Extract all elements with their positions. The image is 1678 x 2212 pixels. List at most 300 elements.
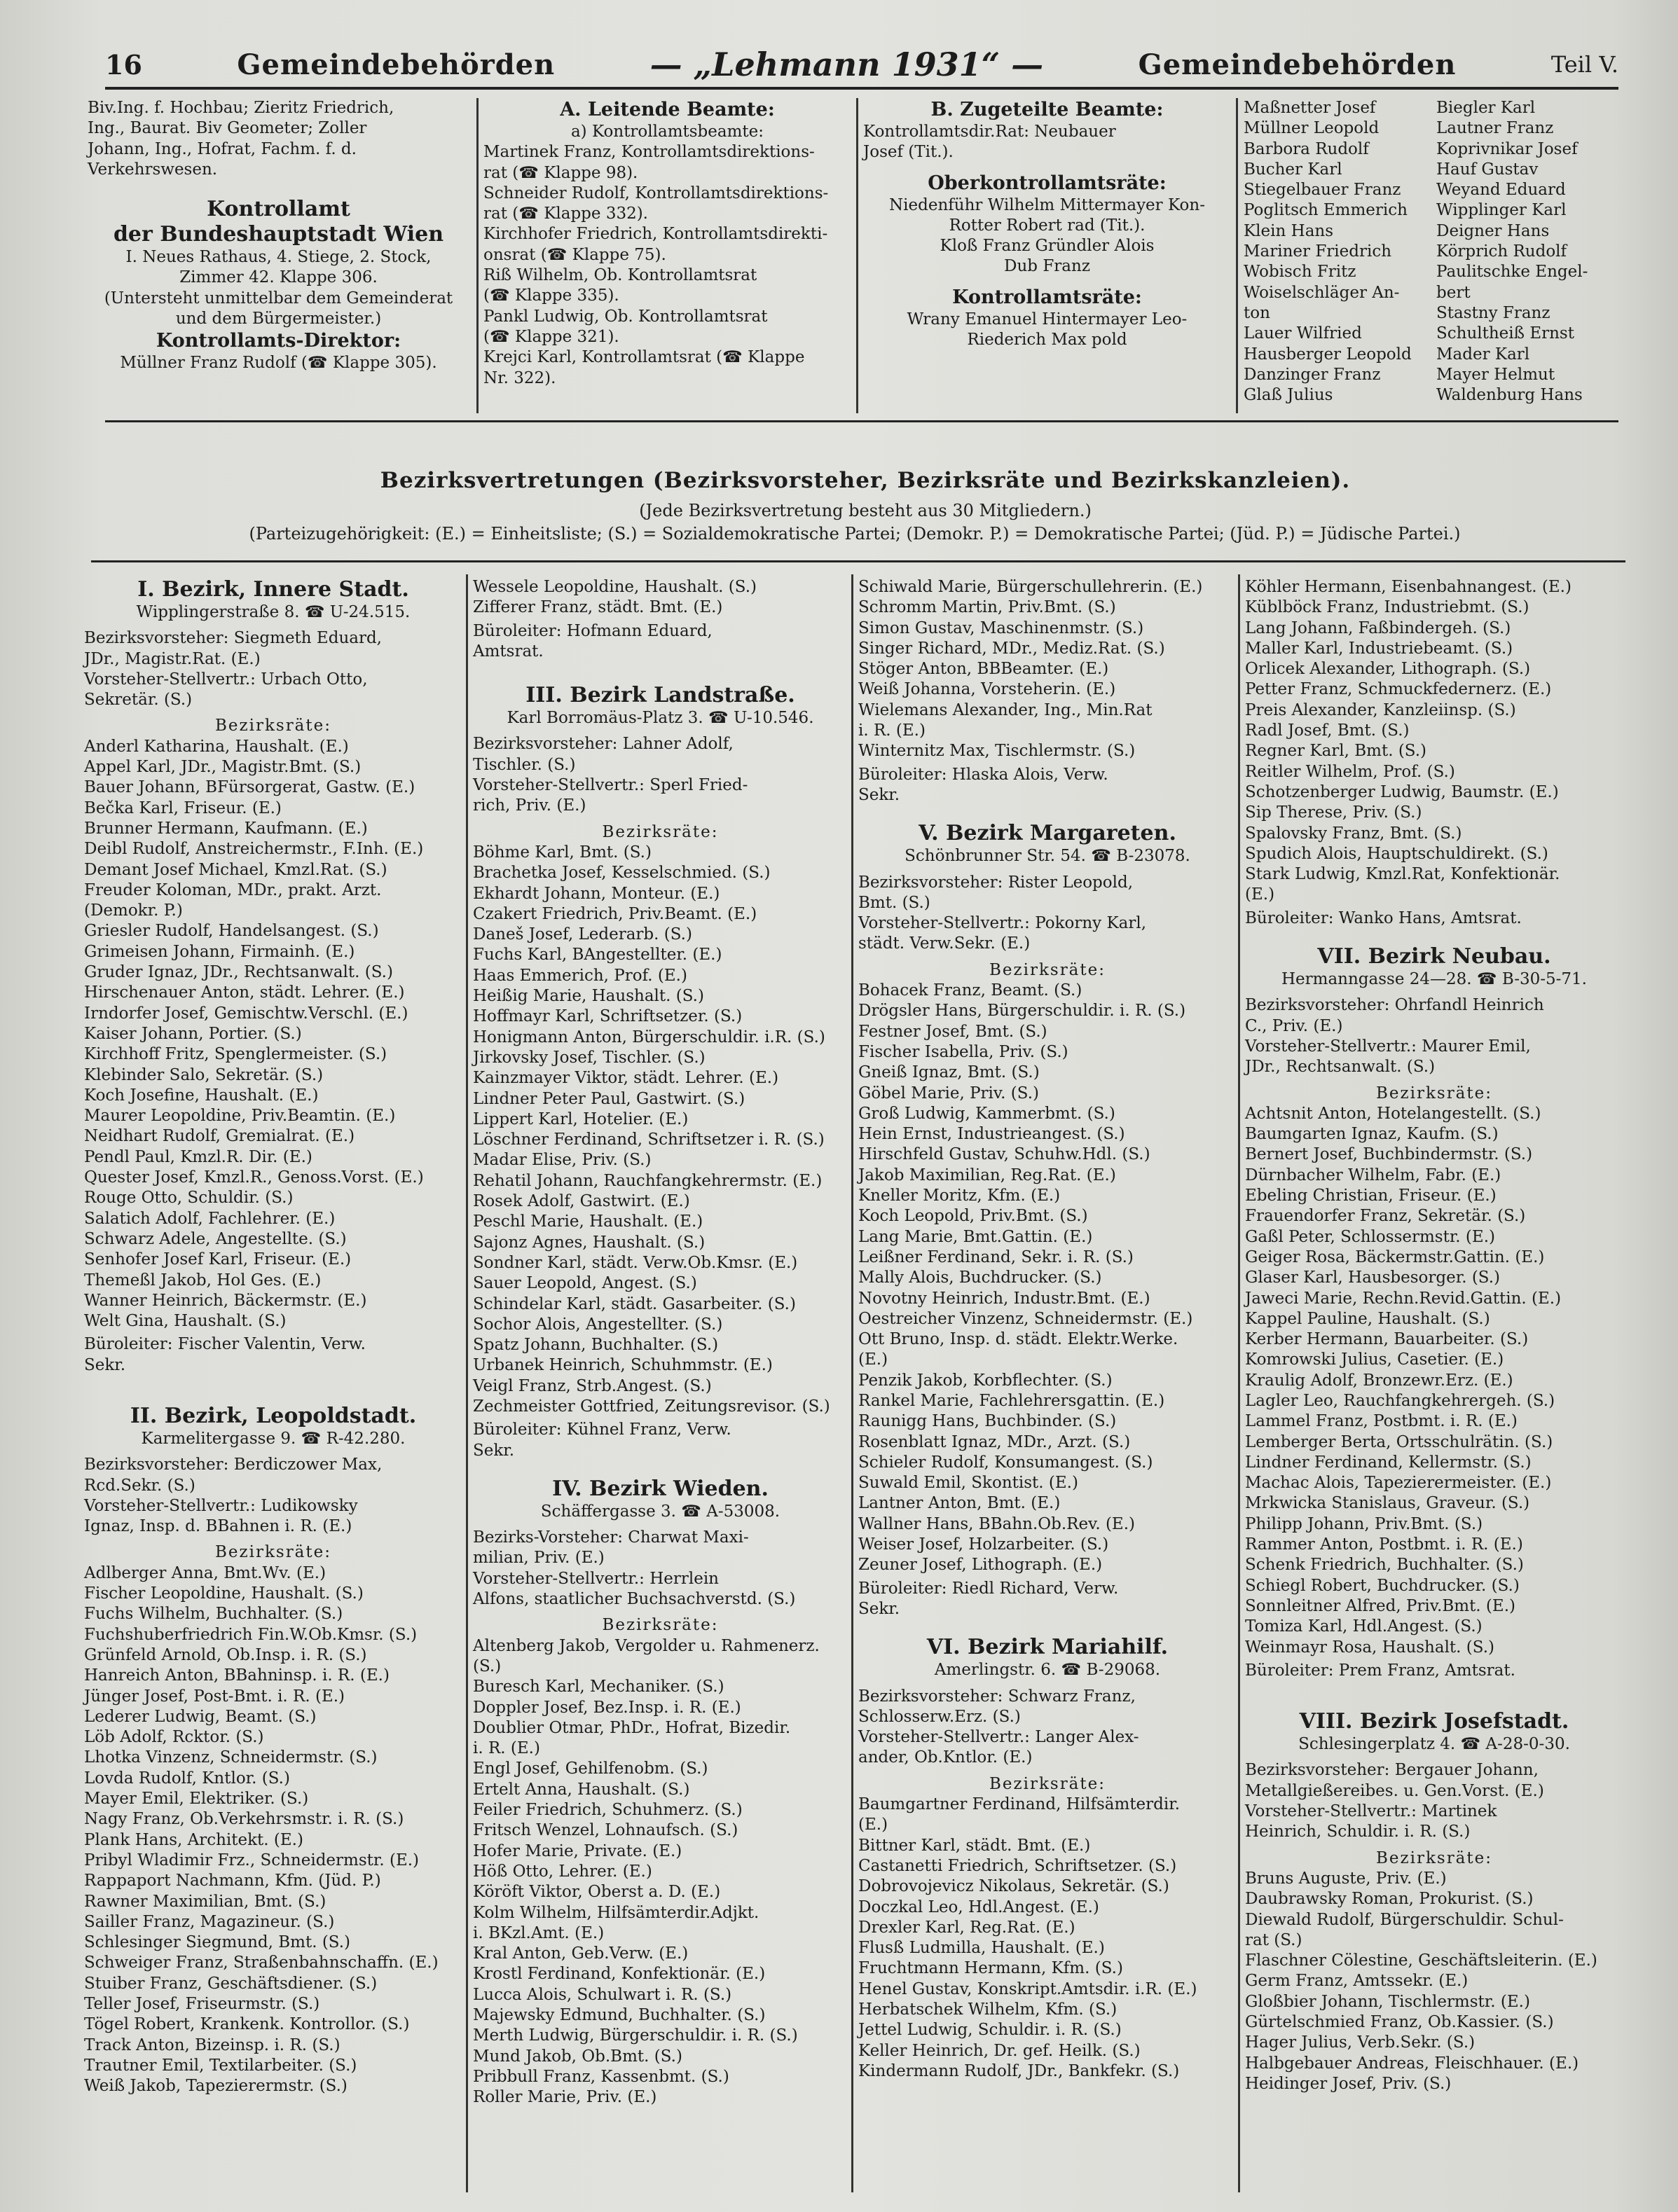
council-member: Schieler Rudolf, Konsumangest. (S.) (858, 1453, 1153, 1472)
council-member: Löb Adolf, Rcktor. (S.) (84, 1728, 264, 1747)
council-member: Anderl Katharina, Haushalt. (E.) (84, 737, 349, 756)
name-entry: bert (1436, 283, 1471, 302)
council-member: Weinmayr Rosa, Haushalt. (S.) (1245, 1638, 1494, 1657)
council-member: Weiß Jakob, Tapezierermstr. (S.) (84, 2077, 348, 2096)
council-member: Rappaport Nachmann, Kfm. (Jüd. P.) (84, 1872, 381, 1890)
council-member: Singer Richard, MDr., Mediz.Rat. (S.) (858, 639, 1165, 658)
council-member: Peschl Marie, Haushalt. (E.) (473, 1212, 703, 1231)
council-member: Küblböck Franz, Industriebmt. (S.) (1245, 598, 1529, 617)
council-member: Grünfeld Arnold, Ob.Insp. i. R. (S.) (84, 1645, 367, 1664)
council-member: Lovda Rudolf, Kntlor. (S.) (84, 1769, 290, 1788)
council-member: Tomiza Karl, Hdl.Angest. (S.) (1245, 1617, 1483, 1636)
district-council-heading: Bezirksräte: (602, 822, 719, 841)
council-member: Wielemans Alexander, Ing., Min.Rat (858, 700, 1153, 719)
district-officials: Vorsteher-Stellvertr.: Pokorny Karl, (858, 914, 1147, 933)
council-member: Hirschenauer Anton, städt. Lehrer. (E.) (84, 983, 405, 1002)
district-officials: Vorsteher-Stellvertr.: Langer Alex- (858, 1728, 1139, 1747)
council-member: Kirchhoff Fritz, Spenglermeister. (S.) (84, 1045, 387, 1064)
council-member: Baumgarten Ignaz, Kaufm. (S.) (1245, 1125, 1499, 1144)
kontrollamt-title: Kontrollamt (207, 197, 350, 222)
bezirke-subtitle: (Jede Bezirksvertretung besteht aus 30 Mitgliedern.) (639, 501, 1092, 520)
council-member: Sondner Karl, städt. Verw.Ob.Kmsr. (E.) (473, 1253, 798, 1272)
official-entry: Wrany Emanuel Hintermayer Leo- (907, 310, 1188, 329)
name-entry: Klein Hans (1244, 221, 1334, 240)
council-member: Doppler Josef, Bez.Insp. i. R. (E.) (473, 1698, 741, 1717)
council-member: Schotzenberger Ludwig, Baumstr. (E.) (1245, 782, 1559, 801)
district-council-heading: Bezirksräte: (1375, 1084, 1493, 1102)
address-line: I. Neues Rathaus, 4. Stiege, 2. Stock, (125, 248, 432, 267)
name-entry: Danzinger Franz (1244, 365, 1381, 384)
district-officials: Vorsteher-Stellvertr.: Urbach Otto, (84, 670, 368, 689)
official-entry: (☎ Klappe 335). (483, 286, 619, 305)
name-entry: Weyand Eduard (1436, 181, 1566, 200)
council-member: Brunner Hermann, Kaufmann. (E.) (84, 819, 368, 838)
council-member: Fuchs Karl, BAngestellter. (E.) (473, 946, 722, 965)
district-officials: JDr., Rechtsanwalt. (S.) (1245, 1058, 1436, 1077)
text-line: Johann, Ing., Hofrat, Fachm. f. d. (88, 139, 357, 158)
council-member: Köhler Hermann, Eisenbahnangest. (E.) (1245, 578, 1572, 596)
council-member: Plank Hans, Architekt. (E.) (84, 1830, 303, 1849)
council-member: Bauer Johann, BFürsorgerat, Gastw. (E.) (84, 778, 415, 797)
council-member: Festner Josef, Bmt. (S.) (858, 1022, 1047, 1041)
council-member: Komrowski Julius, Casetier. (E.) (1245, 1350, 1504, 1369)
council-member: Merth Ludwig, Bürgerschuldir. i. R. (S.) (473, 2026, 798, 2045)
column-c (858, 577, 1237, 2082)
official-entry: Pankl Ludwig, Ob. Kontrollamtsrat (483, 307, 768, 326)
council-member: Salatich Adolf, Fachlehrer. (E.) (84, 1209, 336, 1228)
council-member: Dürnbacher Wilhelm, Fabr. (E.) (1245, 1166, 1501, 1184)
council-member: i. R. (E.) (473, 1739, 540, 1758)
council-member: Gloßbier Johann, Tischlermstr. (E.) (1245, 1992, 1530, 2011)
district-council-heading: Bezirksräte: (214, 1543, 332, 1562)
bureau-chief: Büroleiter: Wanko Hans, Amtsrat. (1245, 908, 1522, 927)
council-member: Penzik Jakob, Korbflechter. (S.) (858, 1371, 1113, 1390)
official-entry: Kloß Franz Gründler Alois (940, 237, 1155, 256)
council-member: Rankel Marie, Fachlehrersgattin. (E.) (858, 1391, 1165, 1410)
council-member: Halbgebauer Andreas, Fleischhauer. (E.) (1245, 2054, 1579, 2073)
council-member: Sochor Alois, Angestellter. (S.) (473, 1315, 723, 1334)
council-member: Rosek Adolf, Gastwirt. (E.) (473, 1192, 690, 1211)
district-officials: JDr., Magistr.Rat. (E.) (84, 649, 261, 668)
district-officials: Vorsteher-Stellvertr.: Maurer Emil, (1245, 1037, 1531, 1056)
header-part: Teil V. (1550, 51, 1618, 78)
council-member: Schenk Friedrich, Buchhalter. (S.) (1245, 1556, 1524, 1575)
council-member: Jirkovsky Josef, Tischler. (S.) (473, 1048, 706, 1067)
district-title: V. Bezirk Margareten. (919, 821, 1176, 846)
council-member: Bruns Auguste, Priv. (E.) (1245, 1869, 1447, 1888)
council-member: Lemberger Berta, Ortsschulrätin. (S.) (1245, 1432, 1553, 1451)
council-member: Bernert Josef, Buchbindermstr. (S.) (1245, 1145, 1533, 1164)
district-title: VIII. Bezirk Josefstadt. (1299, 1709, 1569, 1734)
council-member: Flusß Ludmilla, Haushalt. (E.) (858, 1939, 1105, 1958)
name-entry: Müllner Leopold (1244, 119, 1380, 138)
district-officials: Bezirksvorsteher: Lahner Adolf, (473, 735, 734, 754)
name-entry: Paulitschke Engel- (1436, 263, 1588, 282)
header-section-left: Gemeindebehörden (237, 48, 556, 81)
kontrollamt-title2: der Bundeshauptstadt Wien (113, 222, 444, 247)
council-member: Jünger Josef, Post-Bmt. i. R. (E.) (84, 1687, 345, 1706)
council-member: Koch Josefine, Haushalt. (E.) (84, 1086, 319, 1105)
council-member: (E.) (858, 1816, 888, 1834)
council-member: Brachetka Josef, Kesselschmied. (S.) (473, 864, 771, 883)
council-member: Teller Josef, Friseurmstr. (S.) (84, 1995, 320, 2013)
council-member: Gaßl Peter, Schlossermstr. (E.) (1245, 1227, 1495, 1246)
council-member: Themeßl Jakob, Hol Ges. (E.) (84, 1271, 322, 1290)
council-member: Fuchs Wilhelm, Buchhalter. (S.) (84, 1605, 343, 1624)
council-member: Schwarz Adele, Angestellte. (S.) (84, 1229, 347, 1248)
council-member: Achtsnit Anton, Hotelangestellt. (S.) (1245, 1104, 1541, 1123)
official-entry: rat (☎ Klappe 332). (483, 205, 648, 223)
council-member: Schweiger Franz, Straßenbahnschaffn. (E.) (84, 1954, 439, 1972)
district-officials: Tischler. (S.) (473, 755, 576, 774)
official-entry: Nr. 322). (483, 368, 556, 387)
council-member: Germ Franz, Amtssekr. (E.) (1245, 1972, 1469, 1991)
official-entry: Kontrollamtsdir.Rat: Neubauer (863, 123, 1116, 141)
council-member: Kolm Wilhelm, Hilfsämterdir.Adjkt. (473, 1903, 759, 1922)
council-member: Lang Marie, Bmt.Gattin. (E.) (858, 1227, 1093, 1246)
column-d (1245, 577, 1623, 2094)
district-title: III. Bezirk Landstraße. (525, 683, 795, 708)
council-member: Maller Karl, Industriebeamt. (S.) (1245, 639, 1513, 658)
name-entry: Koprivnikar Josef (1436, 139, 1578, 158)
council-member: Rouge Otto, Schuldir. (S.) (84, 1189, 294, 1208)
council-member: Heidinger Josef, Priv. (S.) (1245, 2074, 1452, 2093)
top-column-5 (1436, 98, 1625, 406)
council-member: Grimeisen Johann, Firmainh. (E.) (84, 942, 355, 961)
council-member: Hoffmayr Karl, Schriftsetzer. (S.) (473, 1007, 743, 1026)
district-address: Schönbrunner Str. 54. ☎ B-23078. (905, 847, 1190, 866)
council-member: Sauer Leopold, Angest. (S.) (473, 1274, 697, 1293)
district-address: Schlesingerplatz 4. ☎ A-28-0-30. (1298, 1735, 1570, 1754)
council-member: Welt Gina, Haushalt. (S.) (84, 1312, 287, 1331)
kontrollamtsraete-title: Kontrollamtsräte: (952, 286, 1142, 308)
district-address: Amerlingstr. 6. ☎ B-29068. (934, 1661, 1161, 1680)
council-member: Philipp Johann, Priv.Bmt. (S.) (1245, 1514, 1483, 1533)
council-member: Lhotka Vinzenz, Schneidermstr. (S.) (84, 1748, 378, 1767)
council-member: (Demokr. P.) (84, 901, 183, 920)
council-member: Kainzmayer Viktor, städt. Lehrer. (E.) (473, 1069, 779, 1088)
council-member: Heißig Marie, Haushalt. (S.) (473, 987, 704, 1006)
header-section-right: Gemeindebehörden (1138, 48, 1457, 81)
council-member: Fischer Isabella, Priv. (S.) (858, 1042, 1068, 1061)
name-entry: Maßnetter Josef (1244, 99, 1376, 117)
council-member: Trautner Emil, Textilarbeiter. (S.) (84, 2056, 357, 2075)
text-line: Biv.Ing. f. Hochbau; Zieritz Friedrich, (88, 99, 394, 117)
council-member: Petter Franz, Schmuckfedernerz. (E.) (1245, 680, 1552, 699)
address-line: (Untersteht unmittelbar dem Gemeinderat (104, 289, 453, 307)
council-member: Schromm Martin, Priv.Bmt. (S.) (858, 598, 1116, 617)
column-a (84, 577, 462, 2096)
district-officials: Rcd.Sekr. (S.) (84, 1476, 195, 1495)
council-member: Dobrovojevicz Nikolaus, Sekretär. (S.) (858, 1877, 1169, 1896)
council-member: Rehatil Johann, Rauchfangkehrermstr. (E.) (473, 1171, 823, 1190)
council-member: Oestreicher Vinzenz, Schneidermstr. (E.) (858, 1309, 1193, 1328)
district-officials: Bezirksvorsteher: Schwarz Franz, (858, 1687, 1136, 1706)
council-member: Deibl Rudolf, Anstreichermstr., F.Inh. (E.) (84, 840, 424, 859)
council-member: Bečka Karl, Friseur. (E.) (84, 799, 282, 817)
bureau-chief: Sekr. (473, 1441, 515, 1460)
council-member: Klebinder Salo, Sekretär. (S.) (84, 1065, 324, 1084)
council-member: Hirschfeld Gustav, Schuhw.Hdl. (S.) (858, 1145, 1150, 1164)
council-member: Stöger Anton, BBBeamter. (E.) (858, 660, 1109, 679)
council-member: Wessele Leopoldine, Haushalt. (S.) (473, 578, 757, 596)
council-member: Spudich Alois, Hauptschuldirekt. (S.) (1245, 844, 1548, 863)
council-member: Daubrawsky Roman, Prokurist. (S.) (1245, 1890, 1534, 1909)
council-member: Böhme Karl, Bmt. (S.) (473, 843, 652, 862)
council-member: Novotny Heinrich, Industr.Bmt. (E.) (858, 1289, 1150, 1308)
council-member: Weiß Johanna, Vorsteherin. (E.) (858, 680, 1116, 699)
council-member: Mund Jakob, Ob.Bmt. (S.) (473, 2047, 682, 2066)
name-entry: Stastny Franz (1436, 303, 1550, 322)
name-entry: Mayer Helmut (1436, 365, 1555, 384)
district-title: VI. Bezirk Mariahilf. (926, 1635, 1169, 1660)
council-member: Spalovsky Franz, Bmt. (S.) (1245, 824, 1462, 843)
zugeteilte-beamte-title: B. Zugeteilte Beamte: (930, 99, 1164, 120)
council-member: Weiser Josef, Holzarbeiter. (S.) (858, 1535, 1109, 1554)
top-column-3 (863, 98, 1231, 350)
text-line: Ing., Baurat. Biv Geometer; Zoller (88, 119, 367, 138)
name-entry: Hausberger Leopold (1244, 345, 1412, 364)
council-member: Majewsky Edmund, Buchhalter. (S.) (473, 2006, 766, 2024)
district-officials: Bezirksvorsteher: Rister Leopold, (858, 873, 1134, 892)
council-member: Veigl Franz, Strb.Angest. (S.) (473, 1376, 712, 1395)
bureau-chief: Amtsrat. (473, 642, 544, 661)
name-entry: Biegler Karl (1436, 99, 1536, 117)
council-member: Kerber Hermann, Bauarbeiter. (S.) (1245, 1330, 1529, 1349)
council-member: Kindermann Rudolf, JDr., Bankfekr. (S.) (858, 2061, 1180, 2080)
council-member: Pribyl Wladimir Frz., Schneidermstr. (E.) (84, 1851, 420, 1869)
district-title: IV. Bezirk Wieden. (552, 1476, 769, 1501)
bureau-chief: Büroleiter: Hlaska Alois, Verw. (858, 765, 1108, 784)
official-entry: (☎ Klappe 321). (483, 327, 619, 346)
council-member: Wanner Heinrich, Bäckermstr. (E.) (84, 1291, 367, 1310)
council-member: Appel Karl, JDr., Magistr.Bmt. (S.) (84, 758, 362, 777)
council-member: Ekhardt Johann, Monteur. (E.) (473, 884, 720, 903)
council-member: Geiger Rosa, Bäckermstr.Gattin. (E.) (1245, 1247, 1545, 1266)
council-member: Urbanek Heinrich, Schuhmmstr. (E.) (473, 1356, 773, 1375)
direktor-name: Müllner Franz Rudolf (☎ Klappe 305). (120, 354, 437, 373)
district-address: Hermanngasse 24—28. ☎ B-30-5-71. (1281, 970, 1587, 989)
council-member: Winternitz Max, Tischlermstr. (S.) (858, 742, 1136, 761)
council-member: Löschner Ferdinand, Schriftsetzer i. R. (S.) (473, 1131, 825, 1149)
header-rule (105, 87, 1618, 90)
council-member: Hein Ernst, Industrieangest. (S.) (858, 1125, 1125, 1144)
council-member: Zifferer Franz, städt. Bmt. (E.) (473, 598, 723, 617)
council-member: Köröft Viktor, Oberst a. D. (E.) (473, 1883, 721, 1902)
council-member: Engl Josef, Gehilfenobm. (S.) (473, 1760, 708, 1778)
council-member: Wallner Hans, BBahn.Ob.Rev. (E.) (858, 1514, 1136, 1533)
district-officials: Sekretär. (S.) (84, 691, 193, 710)
district-council-heading: Bezirksräte: (989, 1774, 1106, 1793)
council-member: Drexler Karl, Reg.Rat. (E.) (858, 1918, 1075, 1937)
name-entry: Woiselschläger An- (1244, 283, 1400, 302)
council-member: Schlesinger Siegmund, Bmt. (S.) (84, 1933, 351, 1952)
district-council-heading: Bezirksräte: (214, 717, 332, 735)
district-address: Karl Borromäus-Platz 3. ☎ U-10.546. (507, 709, 814, 728)
council-member: Stark Ludwig, Kmzl.Rat, Konfektionär. (1245, 865, 1560, 884)
top-column-1 (88, 98, 469, 374)
district-officials: Bezirksvorsteher: Berdiczower Max, (84, 1456, 383, 1474)
council-member: Raunigg Hans, Buchbinder. (S.) (858, 1412, 1117, 1431)
district-officials: rich, Priv. (E.) (473, 796, 586, 815)
name-entry: Wipplinger Karl (1436, 201, 1567, 220)
top-column-2 (483, 98, 851, 389)
council-member: Gneiß Ignaz, Bmt. (S.) (858, 1063, 1040, 1082)
council-member: Doczkal Leo, Hdl.Angest. (E.) (858, 1898, 1099, 1916)
council-member: Keller Heinrich, Dr. gef. Heilk. (S.) (858, 2041, 1141, 2060)
council-member: Simon Gustav, Maschinenmstr. (S.) (858, 618, 1144, 637)
council-member: Ott Bruno, Insp. d. städt. Elektr.Werke. (858, 1330, 1178, 1349)
district-title: II. Bezirk, Leopoldstadt. (130, 1403, 417, 1428)
council-member: Preis Alexander, Kanzleiinsp. (S.) (1245, 700, 1516, 719)
bezirke-title: Bezirksvertretungen (Bezirksvorsteher, Bezirksräte und Bezirkskanzleien). (380, 468, 1351, 493)
name-entry: Stiegelbauer Franz (1244, 181, 1401, 200)
name-entry: Schultheiß Ernst (1436, 324, 1574, 343)
council-member: Sip Therese, Priv. (S.) (1245, 803, 1422, 822)
council-member: Hanreich Anton, BBahninsp. i. R. (E.) (84, 1666, 390, 1685)
district-officials: Vorsteher-Stellvertr.: Herrlein (473, 1569, 719, 1588)
council-member: Tögel Robert, Krankenk. Kontrollor. (S.) (84, 2015, 410, 2034)
council-member: Machac Alois, Tapezierermeister. (E.) (1245, 1474, 1552, 1493)
council-member: Sonnleitner Alfred, Priv.Bmt. (E.) (1245, 1596, 1515, 1615)
name-entry: Mariner Friedrich (1244, 242, 1392, 261)
district-officials: Metallgießereibes. u. Gen.Vorst. (E.) (1245, 1781, 1544, 1800)
council-member: Haas Emmerich, Prof. (E.) (473, 966, 687, 985)
bureau-chief: Sekr. (858, 1599, 900, 1618)
top-col2-list (483, 142, 851, 389)
council-member: Jettel Ludwig, Schuldir. i. R. (S.) (858, 2021, 1122, 2040)
district-title: VII. Bezirk Neubau. (1317, 944, 1551, 969)
official-entry: rat (☎ Klappe 98). (483, 163, 638, 182)
name-entry: Lautner Franz (1436, 119, 1554, 138)
council-member: Jakob Maximilian, Reg.Rat. (E.) (858, 1166, 1116, 1184)
council-member: Buresch Karl, Mechaniker. (S.) (473, 1678, 724, 1696)
council-member: Lang Johann, Faßbindergeh. (S.) (1245, 618, 1511, 637)
council-member: Maurer Leopoldine, Priv.Beamtin. (E.) (84, 1107, 396, 1126)
council-member: Regner Karl, Bmt. (S.) (1245, 742, 1427, 761)
council-member: Diewald Rudolf, Bürgerschuldir. Schul- (1245, 1910, 1564, 1929)
council-member: Pendl Paul, Kmzl.R. Dir. (E.) (84, 1147, 312, 1166)
council-member: Mayer Emil, Elektriker. (S.) (84, 1790, 309, 1809)
council-member: Bohacek Franz, Beamt. (S.) (858, 981, 1082, 1000)
council-member: Madar Elise, Priv. (S.) (473, 1151, 652, 1170)
council-member: Pribbull Franz, Kassenbmt. (S.) (473, 2067, 729, 2086)
top-col1-list (88, 98, 469, 180)
council-member: Rawner Maximilian, Bmt. (S.) (84, 1892, 326, 1911)
leitende-beamte-title: A. Leitende Beamte: (560, 99, 775, 120)
council-member: Baumgartner Ferdinand, Hilfsämterdir. (858, 1795, 1181, 1814)
top-column-4 (1244, 98, 1433, 406)
council-member: Gürtelschmied Franz, Ob.Kassier. (S.) (1245, 2013, 1554, 2031)
council-member: i. R. (E.) (858, 721, 926, 740)
council-member: Kappel Pauline, Haushalt. (S.) (1245, 1309, 1490, 1328)
council-member: Track Anton, Bizeinsp. i. R. (S.) (84, 2035, 341, 2054)
address-line: Zimmer 42. Klappe 306. (179, 268, 378, 287)
council-member: Suwald Emil, Skontist. (E.) (858, 1474, 1078, 1493)
district-officials: Ignaz, Insp. d. BBahnen i. R. (E.) (84, 1517, 352, 1536)
council-member: Roller Marie, Priv. (E.) (473, 2088, 657, 2107)
bureau-chief: Büroleiter: Riedl Richard, Verw. (858, 1579, 1119, 1598)
district-officials: Bezirksvorsteher: Siegmeth Eduard, (84, 629, 382, 648)
council-member: Honigmann Anton, Bürgerschuldir. i.R. (S.) (473, 1028, 825, 1046)
name-entry: Barbora Rudolf (1244, 139, 1369, 158)
bureau-chief: Sekr. (84, 1355, 126, 1374)
address-line: und dem Bürgermeister.) (175, 310, 382, 329)
council-member: Lindner Ferdinand, Kellermstr. (S.) (1245, 1453, 1532, 1472)
council-member: Lantner Anton, Bmt. (E.) (858, 1494, 1061, 1513)
name-entry: Körprich Rudolf (1436, 242, 1567, 261)
kontrollamt-address (88, 247, 469, 329)
district-address: Wipplingerstraße 8. ☎ U-24.515. (136, 603, 411, 621)
district-council-heading: Bezirksräte: (1375, 1848, 1493, 1867)
council-member: Lippert Karl, Hotelier. (E.) (473, 1110, 689, 1128)
council-member: Glaser Karl, Hausbesorger. (S.) (1245, 1269, 1501, 1287)
council-member: Kneller Moritz, Kfm. (E.) (858, 1187, 1061, 1205)
council-member: Czakert Friedrich, Priv.Beamt. (E.) (473, 904, 757, 923)
district-officials: Vorsteher-Stellvertr.: Martinek (1245, 1802, 1497, 1821)
name-entry: Poglitsch Emmerich (1244, 201, 1408, 220)
council-member: Drögsler Hans, Bürgerschuldir. i. R. (S.) (858, 1002, 1186, 1021)
name-entry: Glaß Julius (1244, 386, 1333, 405)
council-member: Göbel Marie, Priv. (S.) (858, 1084, 1039, 1102)
council-member: Lammel Franz, Postbmt. i. R. (E.) (1245, 1412, 1518, 1431)
council-member: Altenberg Jakob, Vergolder u. Rahmenerz. (S.) (473, 1636, 820, 1675)
council-member: Rosenblatt Ignaz, MDr., Arzt. (S.) (858, 1432, 1131, 1451)
district-officials: Schlosserw.Erz. (S.) (858, 1707, 1021, 1726)
council-member: Mrkwicka Stanislaus, Graveur. (S.) (1245, 1494, 1530, 1513)
council-member: Spatz Johann, Buchhalter. (S.) (473, 1336, 719, 1355)
council-member: Orlicek Alexander, Lithograph. (S.) (1245, 660, 1531, 679)
district-officials: Bezirksvorsteher: Bergauer Johann, (1245, 1761, 1539, 1780)
council-member: (E.) (858, 1350, 888, 1369)
council-member: Reitler Wilhelm, Prof. (S.) (1245, 762, 1455, 781)
district-officials: Bezirksvorsteher: Ohrfandl Heinrich (1245, 996, 1544, 1015)
council-member: Demant Josef Michael, Kmzl.Rat. (S.) (84, 860, 387, 879)
council-member: Henel Gustav, Konskript.Amtsdir. i.R. (E.) (858, 1979, 1197, 1998)
district-officials: Bmt. (S.) (858, 893, 930, 912)
council-member: Fritsch Wenzel, Lohnaufsch. (S.) (473, 1821, 738, 1840)
name-entry: Waldenburg Hans (1436, 386, 1583, 405)
council-member: Lindner Peter Paul, Gastwirt. (S.) (473, 1089, 745, 1108)
official-entry: Kirchhofer Friedrich, Kontrollamtsdirekti- (483, 225, 828, 244)
name-entry: Hauf Gustav (1436, 160, 1539, 179)
council-member: Daneš Josef, Lederarb. (S.) (473, 925, 692, 944)
council-member: Radl Josef, Bmt. (S.) (1245, 721, 1410, 740)
column-b (473, 577, 848, 2108)
party-legend: (Parteizugehörigkeit: (E.) = Einheitsliste; (S.) = Sozialdemokratische Partei; (Demokr. P.) = Demokratische Partei; (Jüd. P.) = Jüdische Partei.) (249, 524, 1461, 544)
district-officials: Vorsteher-Stellvertr.: Sperl Fried- (473, 776, 748, 795)
council-member: Lederer Ludwig, Beamt. (S.) (84, 1707, 317, 1726)
official-entry: Josef (Tit.). (863, 143, 954, 162)
district-address: Schäffergasse 3. ☎ A-53008. (540, 1502, 780, 1521)
page-number: 16 (105, 48, 142, 81)
district-council-heading: Bezirksräte: (989, 960, 1106, 979)
official-entry: Riß Wilhelm, Ob. Kontrollamtsrat (483, 266, 757, 285)
district-officials: Heinrich, Schuldir. i. R. (S.) (1245, 1823, 1471, 1841)
bureau-chief: Büroleiter: Kühnel Franz, Verw. (473, 1420, 731, 1439)
council-member: rat (S.) (1245, 1930, 1302, 1949)
official-entry: onsrat (☎ Klappe 75). (483, 245, 666, 264)
council-member: Sailler Franz, Magazineur. (S.) (84, 1912, 335, 1931)
council-member: Castanetti Friedrich, Schriftsetzer. (S.) (858, 1856, 1177, 1875)
council-member: Frauendorfer Franz, Sekretär. (S.) (1245, 1207, 1526, 1226)
name-entry: Lauer Wilfried (1244, 324, 1362, 343)
official-entry: Martinek Franz, Kontrollamtsdirektions- (483, 143, 815, 162)
council-member: Nagy Franz, Ob.Verkehrsmstr. i. R. (S.) (84, 1810, 404, 1829)
official-entry: Schneider Rudolf, Kontrollamtsdirektions- (483, 184, 829, 202)
council-member: Freuder Koloman, MDr., prakt. Arzt. (84, 880, 382, 899)
official-entry: Niedenführ Wilhelm Mittermayer Kon- (889, 195, 1205, 214)
